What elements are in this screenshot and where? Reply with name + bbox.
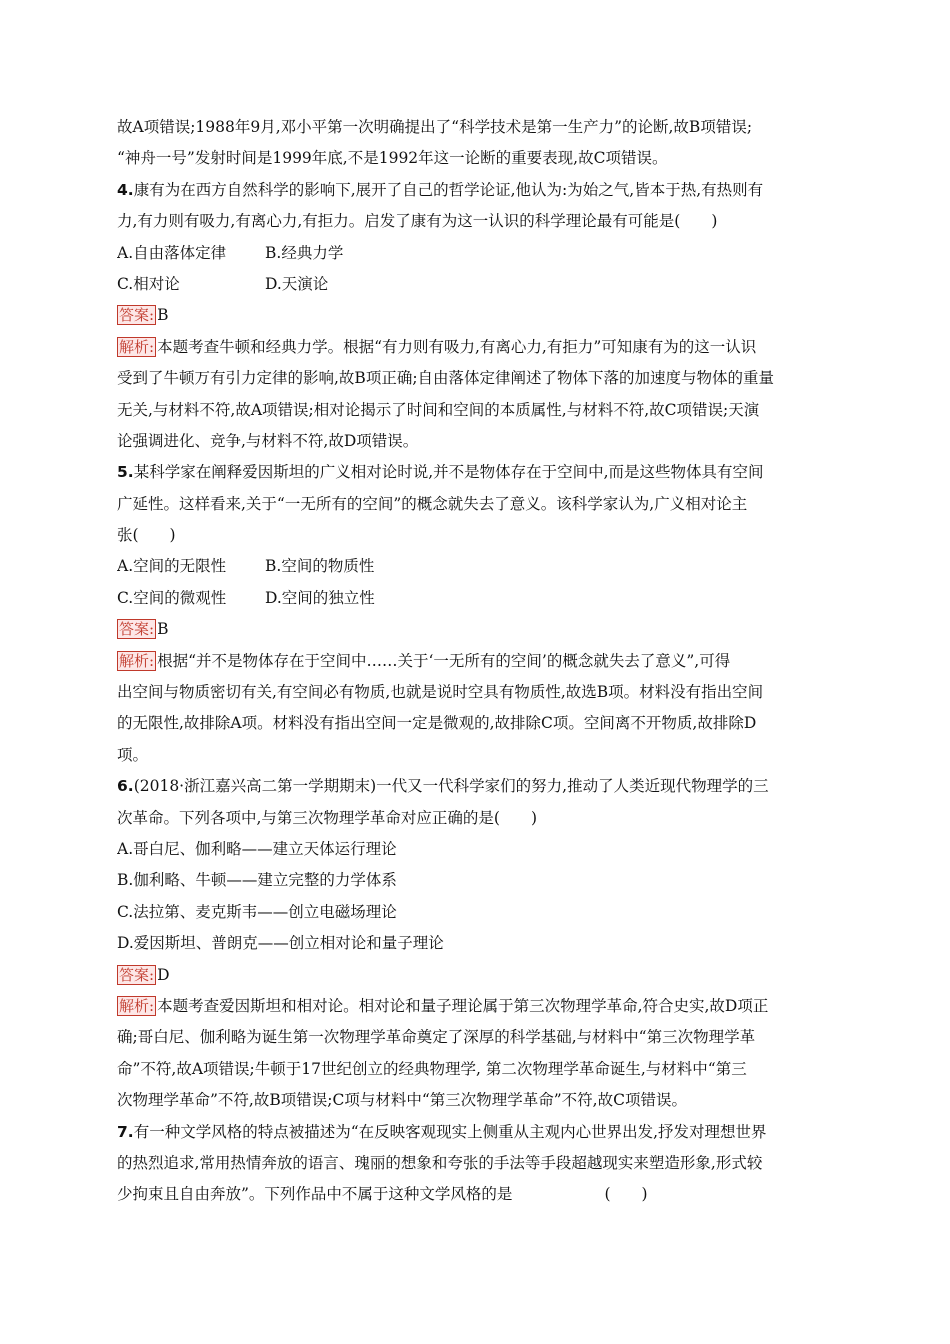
- analysis-label: 解析:: [119, 651, 155, 670]
- question-line: [117, 520, 839, 551]
- analysis-text: 的无限性,故排除A项。材料没有指出空间一定是微观的,故排除C项。空间离不开物质,故排除D: [117, 714, 757, 733]
- question-line: [117, 489, 839, 520]
- analysis-text: 无关,与材料不符,故A项错误;相对论揭示了时间和空间的本质属性,与材料不符,故C项错误;天演: [117, 400, 760, 419]
- option-row: [117, 865, 839, 896]
- question-line: [117, 175, 839, 206]
- answer-line: [117, 960, 839, 991]
- answer-value: B: [157, 306, 169, 325]
- text-line: 故A项错误;1988年9月,邓小平第一次明确提出了“科学技术是第一生产力”的论断,故B项错误;: [117, 118, 753, 136]
- text-line: “神舟一号”发射时间是1999年底,不是1992年这一论断的重要表现,故C项错误。: [117, 149, 668, 168]
- option: B.经典力学: [265, 243, 344, 262]
- analysis-text: 确;哥白尼、伽利略为诞生第一次物理学革命奠定了深厚的科学基础,与材料中“第三次物理学革: [117, 1028, 756, 1047]
- question-text: 少拘束且自由奔放”。下列作品中不属于这种文学风格的是: [117, 1185, 513, 1204]
- analysis-line: [117, 991, 839, 1022]
- question-line: [117, 1117, 839, 1148]
- analysis-line: [117, 708, 839, 739]
- analysis-text: 本题考查牛顿和经典力学。根据“有力则有吸力,有离心力,有拒力”可知康有为的这一认识: [157, 337, 757, 356]
- analysis-line: [117, 740, 839, 771]
- analysis-text: 本题考查爱因斯坦和相对论。相对论和量子理论属于第三次物理学革命,符合史实,故D项正: [157, 996, 769, 1015]
- analysis-line: [117, 677, 839, 708]
- analysis-text: 论强调进化、竞争,与材料不符,故D项错误。: [117, 431, 419, 450]
- option: C.空间的微观性: [117, 588, 227, 607]
- analysis-line: [117, 646, 839, 677]
- analysis-label: 解析:: [119, 337, 155, 356]
- answer-label: 答案:: [119, 965, 155, 984]
- analysis-text: 出空间与物质密切有关,有空间必有物质,也就是说时空具有物质性,故选B项。材料没有指出空间: [117, 683, 764, 702]
- question-text: 广延性。这样看来,关于“一无所有的空间”的概念就失去了意义。该科学家认为,广义相对论主: [117, 494, 748, 513]
- option: A.自由落体定律: [117, 243, 227, 262]
- analysis-line: [117, 1054, 839, 1085]
- analysis-line: [117, 426, 839, 457]
- answer-value: D: [157, 965, 170, 984]
- option: D.天演论: [265, 274, 329, 293]
- option-row: [117, 897, 839, 928]
- document-content: [117, 112, 839, 1211]
- option-row: [117, 928, 839, 959]
- option: D.空间的独立性: [265, 588, 375, 607]
- answer-bracket: ( ): [604, 1185, 648, 1204]
- option-row: [117, 551, 839, 582]
- option: C.法拉第、麦克斯韦——创立电磁场理论: [117, 902, 397, 921]
- question-number: 7.: [117, 1122, 134, 1141]
- question-text: 某科学家在阐释爱因斯坦的广义相对论时说,并不是物体存在于空间中,而是这些物体具有空间: [133, 463, 764, 482]
- analysis-line: [117, 1085, 839, 1116]
- option-row: [117, 834, 839, 865]
- option: B.伽利略、牛顿——建立完整的力学体系: [117, 871, 397, 890]
- question-text: 有一种文学风格的特点被描述为“在反映客观现实上侧重从主观内心世界出发,抒发对理想世界: [133, 1122, 767, 1141]
- analysis-text: 根据“并不是物体存在于空间中……关于‘一无所有的空间’的概念就失去了意义”,可得: [157, 651, 731, 670]
- question-line: [117, 457, 839, 488]
- option: B.空间的物质性: [265, 557, 375, 576]
- question-line: [117, 771, 839, 802]
- question-text: 康有为在西方自然科学的影响下,展开了自己的哲学论证,他认为:为始之气,皆本于热,有热则有: [133, 180, 764, 199]
- option: D.爱因斯坦、普朗克——创立相对论和量子理论: [117, 934, 444, 953]
- analysis-line: [117, 332, 839, 363]
- analysis-line: [117, 395, 839, 426]
- question-line: [117, 1148, 839, 1179]
- answer-line: [117, 300, 839, 331]
- question-line: [117, 803, 839, 834]
- answer-label: 答案:: [119, 620, 155, 639]
- option: A.空间的无限性: [117, 557, 227, 576]
- option-row: [117, 269, 839, 300]
- option-row: [117, 583, 839, 614]
- analysis-text: 命”不符,故A项错误;牛顿于17世纪创立的经典物理学, 第二次物理学革命诞生,与材料中“第三: [117, 1059, 747, 1078]
- question-number: 5.: [117, 463, 134, 482]
- question-text: (2018·浙江嘉兴高二第一学期期末)一代又一代科学家们的努力,推动了人类近现代物理学的三: [133, 777, 769, 796]
- analysis-line: [117, 1022, 839, 1053]
- question-number: 6.: [117, 777, 134, 796]
- question-text: 次革命。下列各项中,与第三次物理学革命对应正确的是( ): [117, 808, 538, 827]
- option: A.哥白尼、伽利略——建立天体运行理论: [117, 839, 397, 858]
- analysis-text: 受到了牛顿万有引力定律的影响,故B项正确;自由落体定律阐述了物体下落的加速度与物体的重量: [117, 369, 775, 388]
- question-text: 张( ): [117, 526, 176, 545]
- answer-line: [117, 614, 839, 645]
- answer-value: B: [157, 620, 169, 639]
- analysis-text: 次物理学革命”不符,故B项错误;C项与材料中“第三次物理学革命”不符,故C项错误。: [117, 1091, 687, 1110]
- question-line: [117, 1179, 839, 1210]
- option: C.相对论: [117, 274, 180, 293]
- option-row: [117, 238, 839, 269]
- analysis-label: 解析:: [119, 996, 155, 1015]
- question-text: 力,有力则有吸力,有离心力,有拒力。启发了康有为这一认识的科学理论最有可能是( ): [117, 212, 718, 231]
- analysis-text: 项。: [117, 745, 149, 764]
- question-line: [117, 206, 839, 237]
- answer-label: 答案:: [119, 306, 155, 325]
- question-text: 的热烈追求,常用热情奔放的语言、瑰丽的想象和夸张的手法等手段超越现实来塑造形象,形式较: [117, 1153, 763, 1172]
- analysis-line: [117, 363, 839, 394]
- question-number: 4.: [117, 180, 134, 199]
